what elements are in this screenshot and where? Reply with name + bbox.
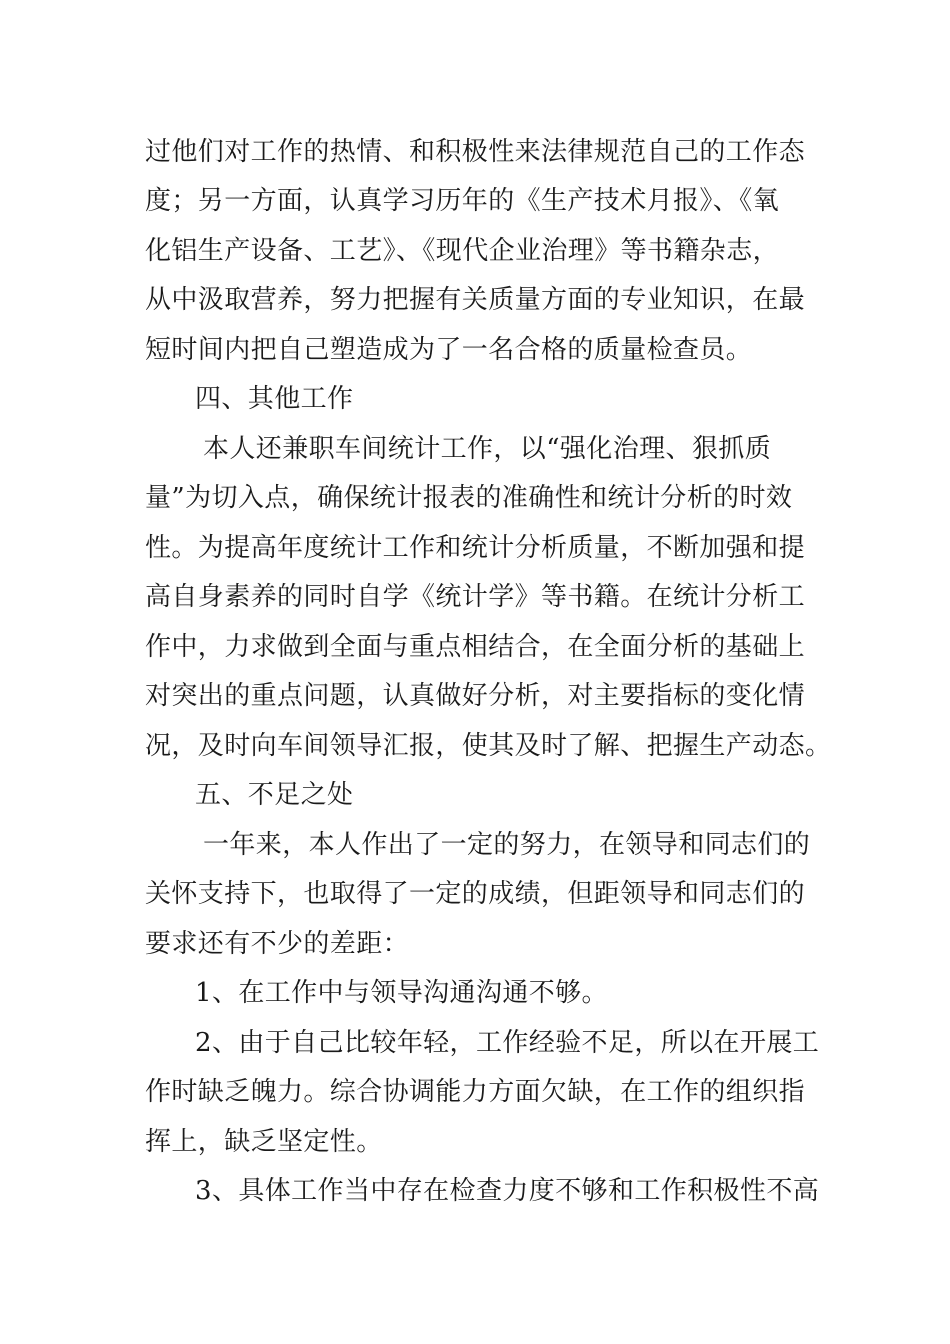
body-text-line: 对突出的重点问题，认真做好分析，对主要指标的变化情 [145, 681, 806, 711]
body-text-line: 高自身素养的同时自学《统计学》等书籍。在统计分析工 [145, 582, 806, 612]
body-text-line: 度；另一方面，认真学习历年的《生产技术月报》、《氧 [145, 186, 780, 216]
body-text-line: 关怀支持下，也取得了一定的成绩，但距领导和同志们的 [145, 879, 806, 909]
body-text-line: 性。为提高年度统计工作和统计分析质量，不断加强和提 [145, 533, 806, 563]
body-text-line: 短时间内把自己塑造成为了一名合格的质量检查员。 [145, 335, 753, 365]
body-text-line: 化铝生产设备、工艺》、《现代企业治理》等书籍杂志， [145, 236, 780, 266]
body-text-line: 从中汲取营养，努力把握有关质量方面的专业知识，在最 [145, 285, 806, 315]
body-text-line: 过他们对工作的热情、和积极性来法律规范自己的工作态 [145, 137, 806, 167]
body-text-line: 作中，力求做到全面与重点相结合，在全面分析的基础上 [145, 632, 806, 662]
body-text-line: 要求还有不少的差距： [145, 929, 410, 959]
body-text-line: 挥上，缺乏坚定性。 [145, 1127, 383, 1157]
body-text-line: 况，及时向车间领导汇报，使其及时了解、把握生产动态。 [145, 731, 832, 761]
list-item-1: 1、在工作中与领导沟通沟通不够。 [195, 978, 608, 1008]
body-text-line: 一年来，本人作出了一定的努力，在领导和同志们的 [203, 830, 811, 860]
body-text-line: 量”为切入点，确保统计报表的准确性和统计分析的时效 [145, 483, 793, 513]
section-heading-other-work: 四、其他工作 [195, 384, 354, 414]
list-item-3: 3、具体工作当中存在检查力度不够和工作积极性不高 [195, 1176, 820, 1206]
body-text-line: 作时缺乏魄力。综合协调能力方面欠缺，在工作的组织指 [145, 1077, 806, 1107]
list-item-2: 2、由于自己比较年轻，工作经验不足，所以在开展工 [195, 1028, 820, 1058]
body-text-line: 本人还兼职车间统计工作，以“强化治理、狠抓质 [203, 434, 772, 464]
section-heading-shortcomings: 五、不足之处 [195, 780, 354, 810]
